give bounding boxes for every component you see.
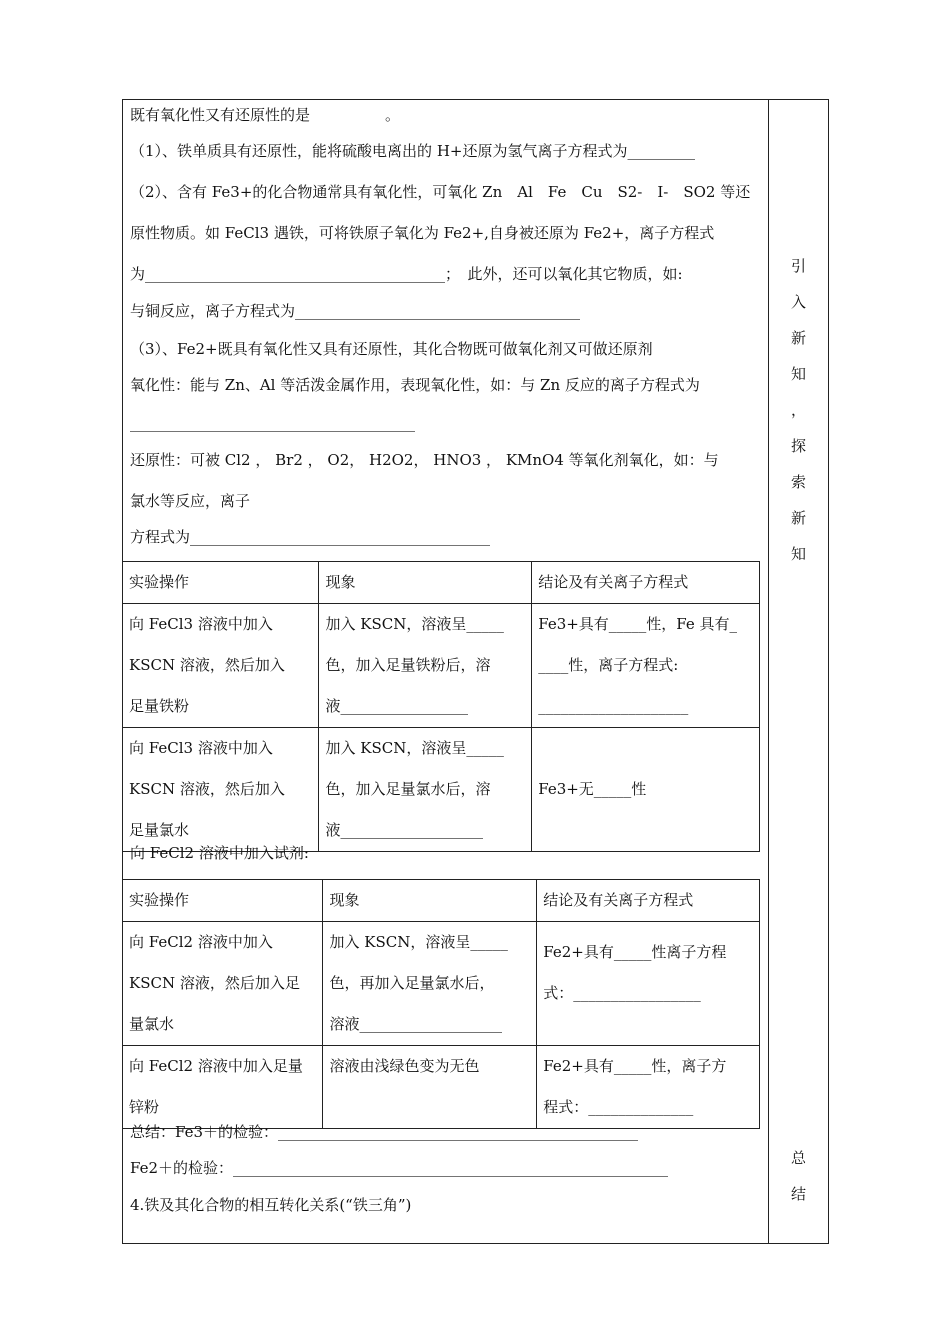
- experiment-table-fecl2: [122, 879, 760, 1129]
- header-phenomenon: 现象: [323, 880, 537, 922]
- side-label-summary: 总 结: [790, 1149, 806, 1203]
- text-line-6: 与铜反应，离子方程式为______________________________________: [130, 302, 581, 320]
- conclusion-cell: Fe3+具有_____性，Fe 具有_ ____性，离子方程式: ____________________: [532, 604, 760, 728]
- phenomenon-cell: 加入 KSCN，溶液呈_____ 色，再加入足量氯水后， 溶液___________________: [323, 922, 537, 1046]
- text-line-2: （1）、铁单质具有还原性，能将硫酸电离出的 H+还原为氢气离子方程式为_________: [130, 142, 695, 160]
- header-operation: 实验操作: [123, 880, 323, 922]
- table-header-row: [123, 880, 760, 922]
- text-line-5: 为________________________________________； 此外，还可以氧化其它物质，如:: [130, 265, 683, 283]
- conclusion-cell: Fe2+具有_____性离子方程 式：_________________: [537, 922, 760, 1046]
- text-line-8: 氧化性：能与 Zn、Al 等活泼金属作用，表现氧化性，如：与 Zn 反应的离子方程式为: [130, 376, 700, 394]
- table-row: [123, 604, 760, 728]
- text-line-11: 氯水等反应，离子: [130, 492, 251, 510]
- operation-cell: 向 FeCl2 溶液中加入足量 锌粉: [123, 1046, 323, 1129]
- experiment-table-fecl3: [122, 561, 760, 852]
- conclusion-cell: Fe2+具有_____性，离子方 程式：______________: [537, 1046, 760, 1129]
- text-line-7: （3）、Fe2+既具有氧化性又具有还原性，其化合物既可做氧化剂又可做还原剂: [130, 340, 653, 358]
- table-row: [123, 1046, 760, 1129]
- header-conclusion: 结论及有关离子方程式: [537, 880, 760, 922]
- text-line-12: 方程式为________________________________________: [130, 528, 491, 546]
- header-conclusion: 结论及有关离子方程式: [532, 562, 760, 604]
- header-phenomenon: 现象: [319, 562, 532, 604]
- operation-cell: 向 FeCl3 溶液中加入 KSCN 溶液，然后加入 足量氯水: [123, 728, 319, 852]
- summary-fe2: Fe2＋的检验：__________________________________________________________: [130, 1159, 669, 1177]
- text-line-10: 还原性：可被 Cl2 ， Br2 ， O2， H2O2， HNO3 ， KMnO4 等氧化剂氧化，如：与: [130, 451, 719, 469]
- section-4-heading: 4.铁及其化合物的相互转化关系(“铁三角”): [130, 1196, 412, 1214]
- phenomenon-cell: 溶液由浅绿色变为无色: [323, 1046, 537, 1129]
- phenomenon-cell: 加入 KSCN，溶液呈_____ 色，加入足量铁粉后，溶 液_________________: [319, 604, 532, 728]
- summary-fe3: 总结：Fe3＋的检验：________________________________________________: [130, 1123, 639, 1141]
- text-line-9: ______________________________________: [130, 414, 415, 432]
- operation-cell: 向 FeCl2 溶液中加入 KSCN 溶液，然后加入足 量氯水: [123, 922, 323, 1046]
- side-label-intro: 引 入 新 知 ， 探 索 新 知: [790, 257, 806, 563]
- conclusion-cell: Fe3+无_____性: [532, 728, 760, 852]
- table-row: [123, 728, 760, 852]
- phenomenon-cell: 加入 KSCN，溶液呈_____ 色，加入足量氯水后，溶 液___________________: [319, 728, 532, 852]
- text-line-1: 既有氧化性又有还原性的是 。: [130, 106, 401, 124]
- operation-cell: 向 FeCl3 溶液中加入 KSCN 溶液，然后加入 足量铁粉: [123, 604, 319, 728]
- header-operation: 实验操作: [123, 562, 319, 604]
- table-row: [123, 922, 760, 1046]
- reagent-label: 向 FeCl2 溶液中加入试剂:: [130, 844, 309, 862]
- text-line-3: （2）、含有 Fe3+的化合物通常具有氧化性，可氧化 Zn Al Fe Cu S2- I- SO2 等还: [130, 183, 751, 201]
- text-line-4: 原性物质。如 FeCl3 遇铁，可将铁原子氧化为 Fe2+,自身被还原为 Fe2+，离子方程式: [130, 224, 715, 242]
- table-header-row: [123, 562, 760, 604]
